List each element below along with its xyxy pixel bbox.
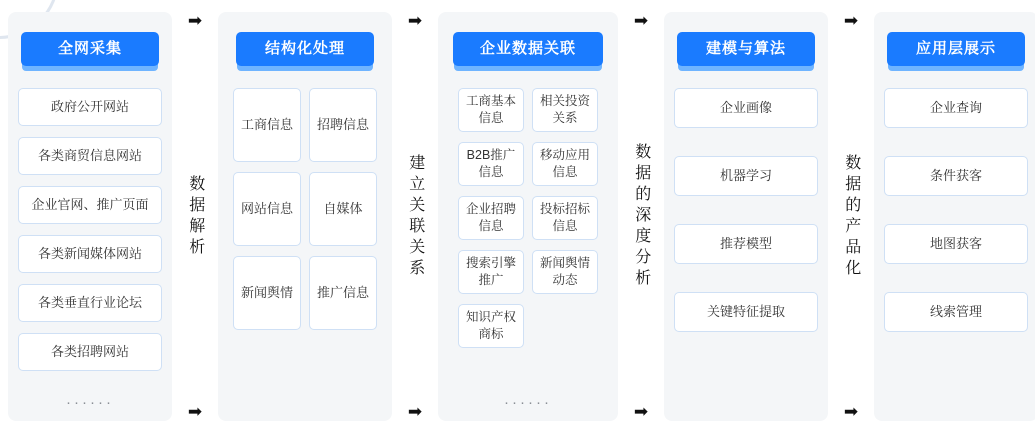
stage-panel-collection: [8, 12, 172, 421]
list-item[interactable]: 关键特征提取: [674, 292, 818, 332]
list-item[interactable]: 工商信息: [233, 88, 301, 162]
list-item[interactable]: 企业查询: [884, 88, 1028, 128]
list-item[interactable]: 移动应用信息: [532, 142, 598, 186]
arrow-right-icon: ➡: [407, 11, 423, 30]
list-item[interactable]: 搜索引擎推广: [458, 250, 524, 294]
arrow-right-icon: ➡: [407, 402, 423, 421]
connector-label: 数据解析: [186, 174, 204, 259]
list-item[interactable]: 企业招聘信息: [458, 196, 524, 240]
connector-label: 数据的产品化: [842, 153, 860, 280]
stage-panel-application: [874, 12, 1035, 421]
connector-label: 建立关联关系: [406, 153, 424, 280]
arrow-right-icon: ➡: [843, 11, 859, 30]
list-item[interactable]: 各类新闻媒体网站: [18, 235, 162, 273]
list-item[interactable]: 各类垂直行业论坛: [18, 284, 162, 322]
arrow-right-icon: ➡: [843, 402, 859, 421]
list-item[interactable]: 各类招聘网站: [18, 333, 162, 371]
list-item[interactable]: 企业画像: [674, 88, 818, 128]
stage-title-collection: 全网采集: [21, 32, 159, 66]
list-item[interactable]: 投标招标信息: [532, 196, 598, 240]
stage-panel-structuring: [218, 12, 392, 421]
arrow-right-icon: ➡: [187, 11, 203, 30]
list-item[interactable]: 新闻舆情动态: [532, 250, 598, 294]
connector-productization: [828, 0, 874, 439]
list-item[interactable]: 网站信息: [233, 172, 301, 246]
list-item[interactable]: 知识产权商标: [458, 304, 524, 348]
stage-title-modeling: 建模与算法: [677, 32, 815, 66]
list-item[interactable]: 工商基本信息: [458, 88, 524, 132]
list-item[interactable]: 推广信息: [309, 256, 377, 330]
list-item[interactable]: 线索管理: [884, 292, 1028, 332]
list-item[interactable]: 条件获客: [884, 156, 1028, 196]
stage-title-application: 应用层展示: [887, 32, 1025, 66]
list-item[interactable]: B2B推广信息: [458, 142, 524, 186]
stage-panel-modeling: [664, 12, 828, 421]
arrow-right-icon: ➡: [633, 402, 649, 421]
stage-items-collection: [8, 88, 172, 371]
connector-data-parsing: [172, 0, 218, 439]
ellipsis-marker: ······: [504, 394, 552, 411]
list-item[interactable]: 招聘信息: [309, 88, 377, 162]
list-item[interactable]: 新闻舆情: [233, 256, 301, 330]
stage-items-structuring: [218, 88, 392, 330]
stage-items-application: [874, 88, 1035, 332]
list-item[interactable]: 地图获客: [884, 224, 1028, 264]
list-item[interactable]: 机器学习: [674, 156, 818, 196]
list-item[interactable]: 政府公开网站: [18, 88, 162, 126]
arrow-right-icon: ➡: [187, 402, 203, 421]
ellipsis-marker: ······: [66, 394, 114, 411]
list-item[interactable]: 企业官网、推广页面: [18, 186, 162, 224]
connector-label: 数据的深度分析: [632, 143, 650, 290]
connector-deep-analysis: [618, 0, 664, 439]
list-item[interactable]: 各类商贸信息网站: [18, 137, 162, 175]
stage-items-enterprise-linking: [438, 88, 618, 348]
list-item[interactable]: 推荐模型: [674, 224, 818, 264]
stage-panel-enterprise-linking: [438, 12, 618, 421]
list-item[interactable]: 自媒体: [309, 172, 377, 246]
stage-items-modeling: [664, 88, 828, 332]
stage-title-enterprise-linking: 企业数据关联: [453, 32, 603, 66]
stage-title-structuring: 结构化处理: [236, 32, 374, 66]
connector-build-relations: [392, 0, 438, 439]
arrow-right-icon: ➡: [633, 11, 649, 30]
list-item[interactable]: 相关投资关系: [532, 88, 598, 132]
